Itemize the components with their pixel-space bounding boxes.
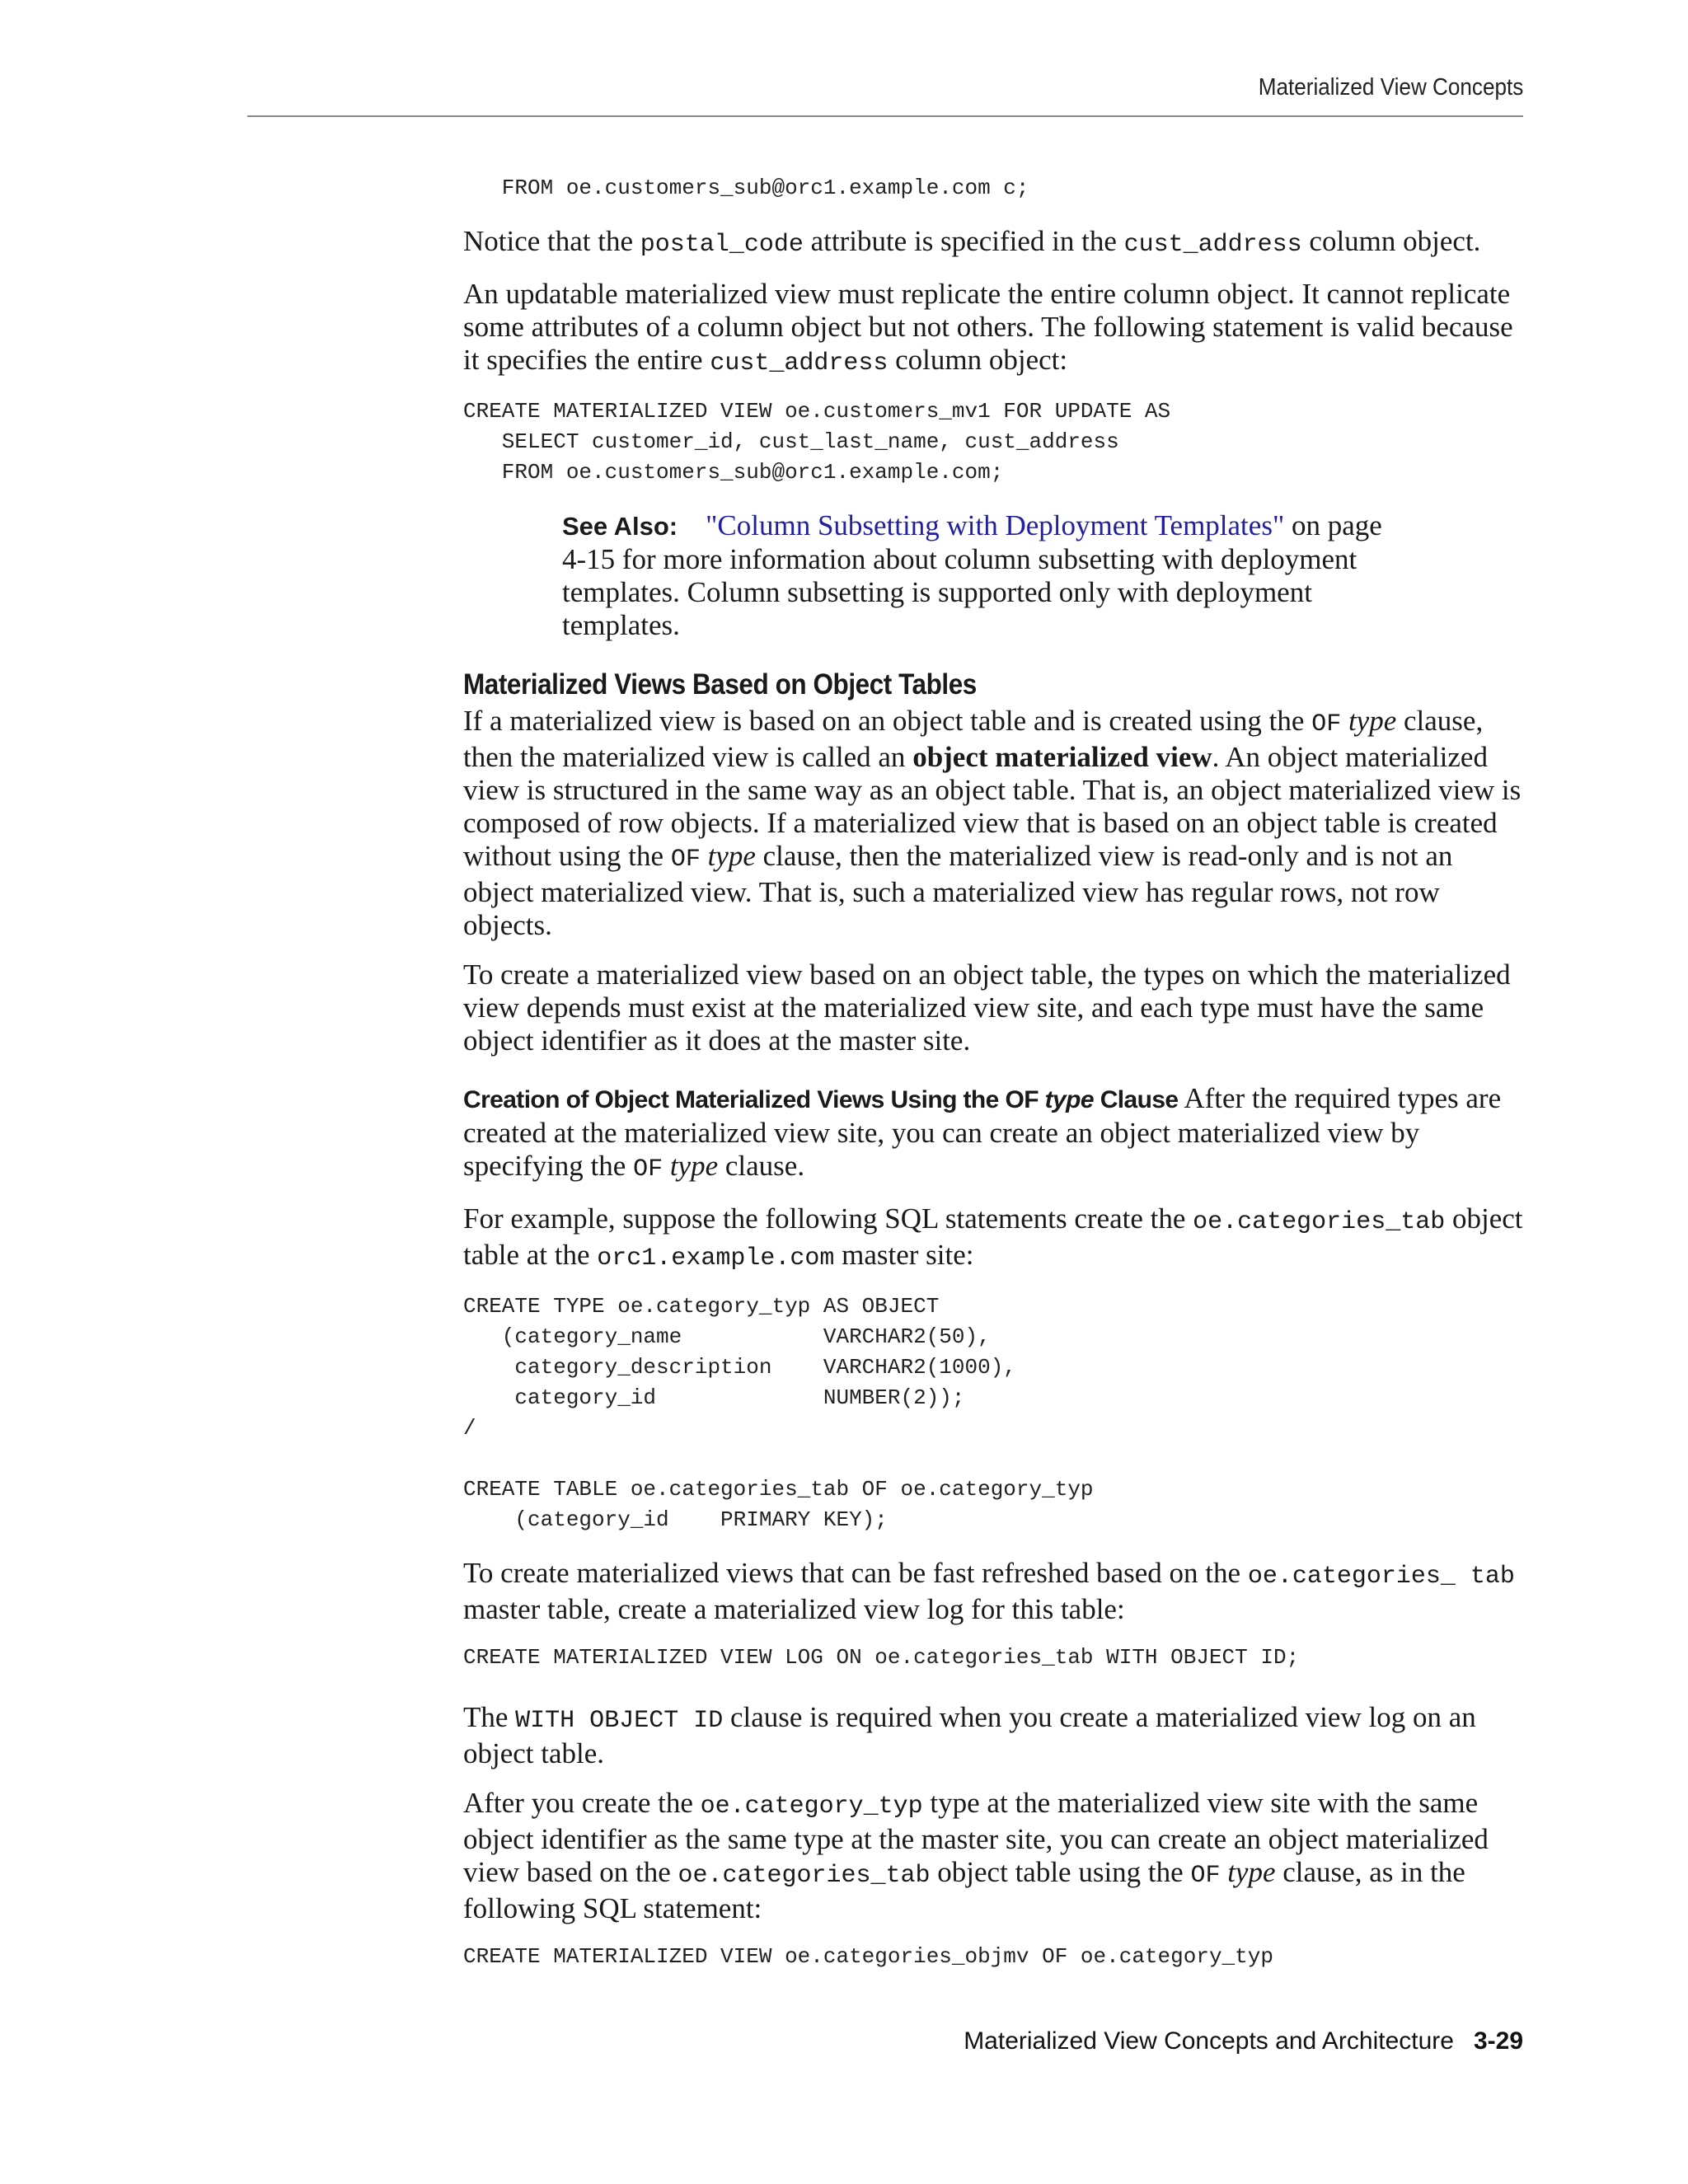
footer-title: Materialized View Concepts and Architecture: [964, 2027, 1454, 2055]
see-also-label: See Also:: [562, 512, 678, 541]
page-number: 3-29: [1473, 2027, 1523, 2055]
column-subsetting-link[interactable]: "Column Subsetting with Deployment Templates": [706, 509, 1285, 541]
paragraph-postal-code: Notice that the postal_code attribute is specified in the cust_address column object.: [463, 225, 1481, 259]
paragraph-example-intro: For example, suppose the following SQL statements create the oe.categories_tab object table at the orc1.example.com master site:: [463, 1202, 1523, 1272]
paragraph-with-object-id: The WITH OBJECT ID clause is required when you create a materialized view log on an object table.: [463, 1701, 1476, 1769]
paragraph-types-requirement: To create a materialized view based on an object table, the types on which the materialized view depends must exist at the materialized view site, and each type must have the same object identifier as it does at the master site.: [463, 958, 1511, 1057]
page-footer: [964, 2027, 1523, 2055]
paragraph-create-objmv: After you create the oe.category_typ type at the materialized view site with the same object identifier as the same type at the master site, you can create an object materialized view based on the oe.categories_tab object table using the OF type clause, as in the following SQL statement:: [463, 1787, 1489, 1924]
code-block-2: CREATE MATERIALIZED VIEW oe.customers_mv1 FOR UPDATE AS SELECT customer_id, cust_last_name, cust_address FROM oe.customers_sub@orc1.example.com;: [463, 399, 1171, 485]
header-rule: [247, 115, 1523, 117]
paragraph-updatable-mv: An updatable materialized view must replicate the entire column object. It cannot replicate some attributes of a column object but not others. The following statement is valid because it specifies the entire cust_address column object:: [463, 278, 1513, 377]
code-block-4: CREATE MATERIALIZED VIEW LOG ON oe.categories_tab WITH OBJECT ID;: [463, 1645, 1300, 1670]
paragraph-fast-refresh: To create materialized views that can be fast refreshed based on the oe.categories_ tab master table, create a materialized view log for this table:: [463, 1557, 1515, 1625]
code-block-1: FROM oe.customers_sub@orc1.example.com c;: [463, 176, 1029, 200]
runin-heading: Creation of Object Materialized Views Using the OF type Clause: [463, 1086, 1179, 1113]
paragraph-object-tables: If a materialized view is based on an object table and is created using the OF type clause, then the materialized view is called an object materialized view. An object materialized view is structured in the same way as an object table. That is, an object materialized view is composed of row objects. If a materialized view that is based on an object table is created without using the OF type clause, then the materialized view is read-only and is not an object materialized view. That is, such a materialized view has regular rows, not row objects.: [463, 705, 1522, 941]
section-heading: Materialized Views Based on Object Tables: [463, 668, 977, 701]
code-block-5: CREATE MATERIALIZED VIEW oe.categories_objmv OF oe.category_typ: [463, 1944, 1273, 1969]
running-header: Materialized View Concepts: [1258, 74, 1523, 101]
paragraph-of-type-clause: Creation of Object Materialized Views Using the OF type Clause After the required types are created at the materialized view site, you can create an object materialized view by specifying the OF type clause.: [463, 1082, 1502, 1183]
see-also-note: See Also: "Column Subsetting with Deployment Templates" on page 4-15 for more information about column subsetting with deployment templates. Column subsetting is supported only with deployment templates.: [562, 509, 1382, 641]
code-block-3: CREATE TYPE oe.category_typ AS OBJECT (category_name VARCHAR2(50), category_description VARCHAR2(1000), category_id NUMBER(2)); / CREATE TABLE oe.categories_tab OF oe.category_typ (category_id PRIMARY KEY);: [463, 1294, 1094, 1532]
page-content: [463, 173, 1526, 1994]
